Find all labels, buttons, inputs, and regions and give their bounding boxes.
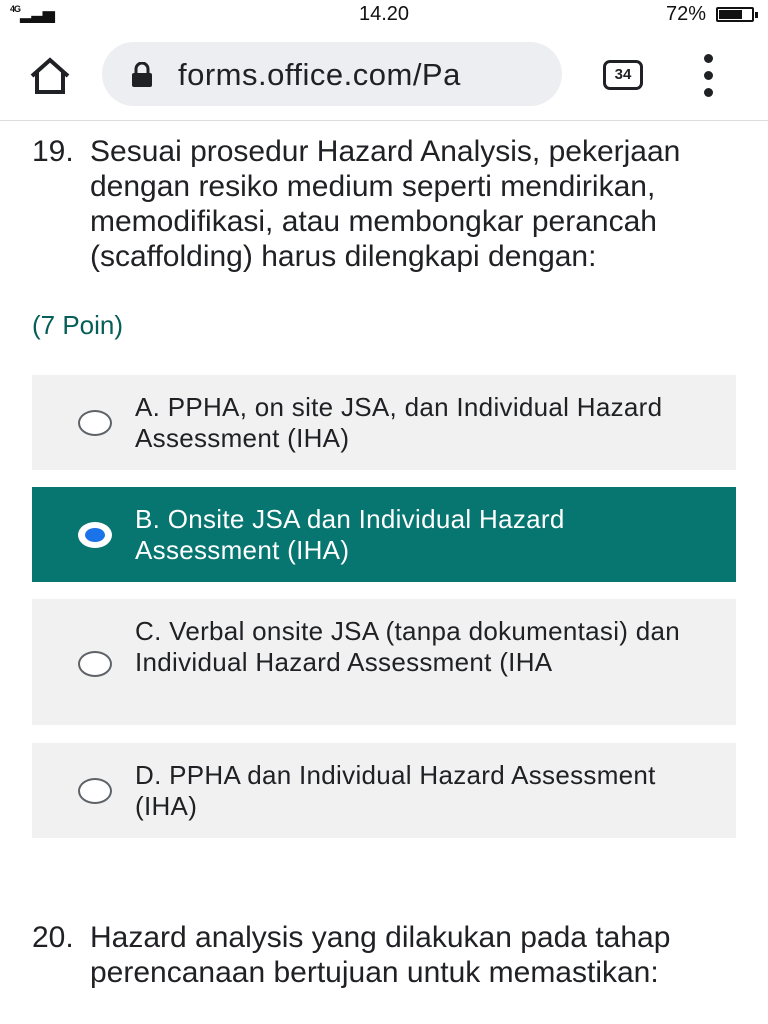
browser-toolbar [0, 30, 768, 121]
question-points: (7 Poin) [32, 310, 124, 340]
more-menu-icon[interactable] [692, 52, 726, 100]
home-icon[interactable] [26, 52, 74, 100]
question-number: 19. [32, 135, 74, 168]
radio-button-d[interactable] [78, 778, 112, 804]
status-time: 14.20 [358, 3, 410, 25]
option-label: C. Verbal onsite JSA (tanpa dokumentasi) dan Individual Hazard Assessment (IHA [135, 616, 681, 677]
radio-button-c[interactable] [78, 651, 112, 677]
question-text: Hazard analysis yang dilakukan pada tahap perencanaan bertujuan untuk memastikan: [90, 921, 671, 989]
network-type: 4G [10, 4, 21, 14]
option-b[interactable] [32, 487, 736, 582]
url-text: forms.office.com/Pa [178, 57, 461, 92]
option-label: B. Onsite JSA dan Individual Hazard Assessment (IHA) [135, 504, 565, 565]
option-c[interactable] [32, 599, 736, 725]
radio-button-a[interactable] [78, 410, 112, 436]
question-number: 20. [32, 921, 74, 954]
battery-fill [719, 10, 742, 19]
tab-switcher-button[interactable]: 34 [603, 60, 643, 90]
option-a[interactable] [32, 375, 736, 470]
option-d[interactable] [32, 743, 736, 838]
option-label: A. PPHA, on site JSA, dan Individual Hazard Assessment (IHA) [135, 392, 663, 453]
battery-icon [716, 7, 754, 22]
status-bar [0, 0, 768, 30]
battery-percent: 72% [665, 3, 706, 25]
question-text: Sesuai prosedur Hazard Analysis, pekerjaan dengan resiko medium seperti mendirikan, memodifikasi, atau membongkar perancah (scaffolding) harus dilengkapi dengan: [90, 135, 681, 273]
address-bar[interactable] [102, 42, 562, 106]
option-label: D. PPHA dan Individual Hazard Assessment (IHA) [135, 760, 656, 821]
radio-button-b-selected[interactable] [78, 522, 112, 548]
signal-icon: $^{4G}$▂▃▅ [10, 4, 54, 23]
lock-icon [130, 62, 154, 88]
